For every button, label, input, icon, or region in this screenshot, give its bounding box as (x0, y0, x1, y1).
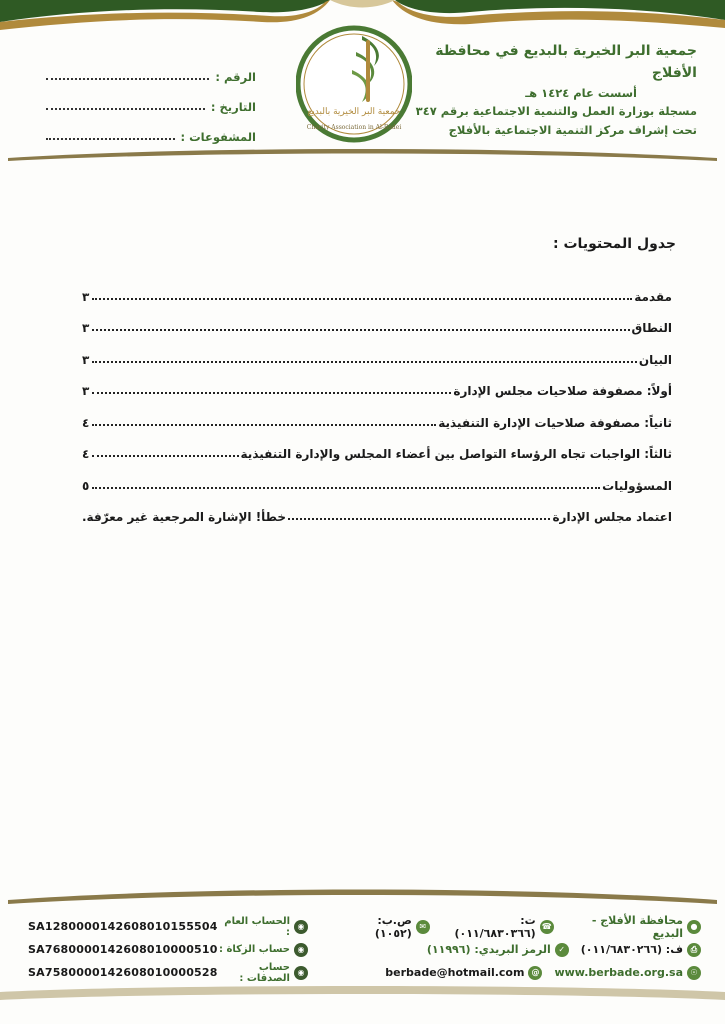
toc-entry-text: ثانياً: مصفوفة صلاحيات الإدارة التنفيذية (438, 415, 672, 430)
contact-row (341, 961, 701, 984)
toc-entry-page: خطأ! الإشارة المرجعية غير معرّفة. (82, 510, 287, 524)
date-label: التاريخ : (210, 100, 256, 114)
toc-entry-page: ٣ (82, 321, 90, 335)
ref-number-field (46, 54, 256, 84)
po-box-text: ص.ب: (١٠٥٢) (374, 913, 412, 940)
contact-info (341, 915, 701, 984)
toc-entry-page: ٤ (82, 447, 90, 461)
bank-account-iban: SA7680000142608010000510 (28, 943, 218, 956)
logo-arabic-text: جمعية البر الخيرية بالبديع (307, 107, 401, 117)
org-name: جمعية البر الخيرية بالبديع في محافظة الأفلاج (435, 43, 697, 81)
toc-entry-page: ٣ (82, 384, 90, 398)
toc-entry[interactable] (82, 493, 672, 525)
ref-number-label: الرقم : (215, 70, 256, 84)
bank-account-label: الحساب العام : (224, 915, 290, 938)
toc-entry[interactable] (82, 367, 672, 399)
date-field (46, 84, 256, 114)
toc-entry[interactable] (82, 304, 672, 336)
bank-account-label: حساب الزكاة : (218, 944, 290, 955)
postal-code-text: الرمز البريدي: (١١٩٩٦) (426, 943, 551, 956)
table-of-contents (82, 236, 676, 524)
fax-text: ف: (٠١١/٦٨٣٠٢٦٦) (580, 943, 683, 956)
toc-entry-page: ٣ (82, 352, 90, 367)
address-text: محافظة الأفلاج - البديع (591, 913, 683, 940)
toc-entry-text: النطاق (631, 321, 672, 335)
toc-entry-text: البيان (638, 352, 672, 367)
location-icon: ● (687, 920, 701, 934)
bank-account-row (28, 961, 308, 984)
bank-account-row (28, 938, 308, 961)
bank-account-iban: SA1280000142608010155504 (28, 920, 218, 933)
contact-row (341, 915, 701, 938)
toc-entry-page: ٣ (82, 289, 90, 304)
bank-account-label: حساب الصدقات : (239, 961, 290, 984)
attachments-label: المشفوعات : (180, 130, 256, 144)
website-link[interactable]: www.berbade.org.sa (554, 966, 683, 979)
bank-accounts (28, 915, 308, 984)
bank-icon: ◉ (294, 966, 308, 980)
toc-entry-text: اعتماد مجلس الإدارة (552, 510, 672, 524)
reference-fields (46, 54, 256, 144)
toc-entry-page: ٥ (82, 478, 90, 493)
toc-entry[interactable] (82, 461, 672, 493)
mailbox-icon: ✉ (416, 920, 430, 934)
fax-icon: ⎙ (687, 943, 701, 957)
toc-title: جدول المحتويات : (553, 236, 676, 252)
postal-icon: ✓ (555, 943, 569, 957)
contact-row (341, 938, 701, 961)
email-icon: @ (528, 966, 542, 980)
bank-account-row (28, 915, 308, 938)
toc-entry[interactable] (82, 430, 672, 462)
phone-icon: ☎ (540, 920, 554, 934)
registration-info: مسجلة بوزارة العمل والتنمية الاجتماعية برقم ٣٤٧ (415, 104, 697, 118)
email-link[interactable]: berbade@hotmail.com (385, 966, 525, 979)
attachments-field (46, 114, 256, 144)
toc-entry-text: المسؤوليات (602, 478, 672, 493)
toc-entry-page: ٤ (82, 415, 90, 430)
bank-icon: ◉ (294, 920, 308, 934)
toc-entry[interactable] (82, 335, 672, 367)
founded-year: أسست عام ١٤٢٤ هـ (525, 86, 637, 100)
toc-entry[interactable] (82, 272, 672, 304)
toc-entry-text: ثالثاً: الواجبات تجاه الرؤساء التواصل بين أعضاء المجلس والإدارة التنفيذية (240, 447, 672, 461)
bank-icon: ◉ (294, 943, 308, 957)
toc-entry-text: أولاً: مصفوفة صلاحيات مجلس الإدارة (453, 384, 672, 398)
supervision-info: تحت إشراف مركز التنمية الاجتماعية بالأفلاج (448, 123, 697, 137)
phone-text: ت: (٠١١/٦٨٣٠٣٦٦) (454, 913, 536, 940)
bank-account-iban: SA7580000142608010000528 (28, 966, 218, 979)
globe-icon: ☉ (687, 966, 701, 980)
logo-english-caption: Charity Association in Al-Badei (306, 124, 402, 131)
organization-info (407, 40, 697, 140)
toc-entry-text: مقدمة (634, 289, 672, 304)
toc-entry[interactable] (82, 398, 672, 430)
